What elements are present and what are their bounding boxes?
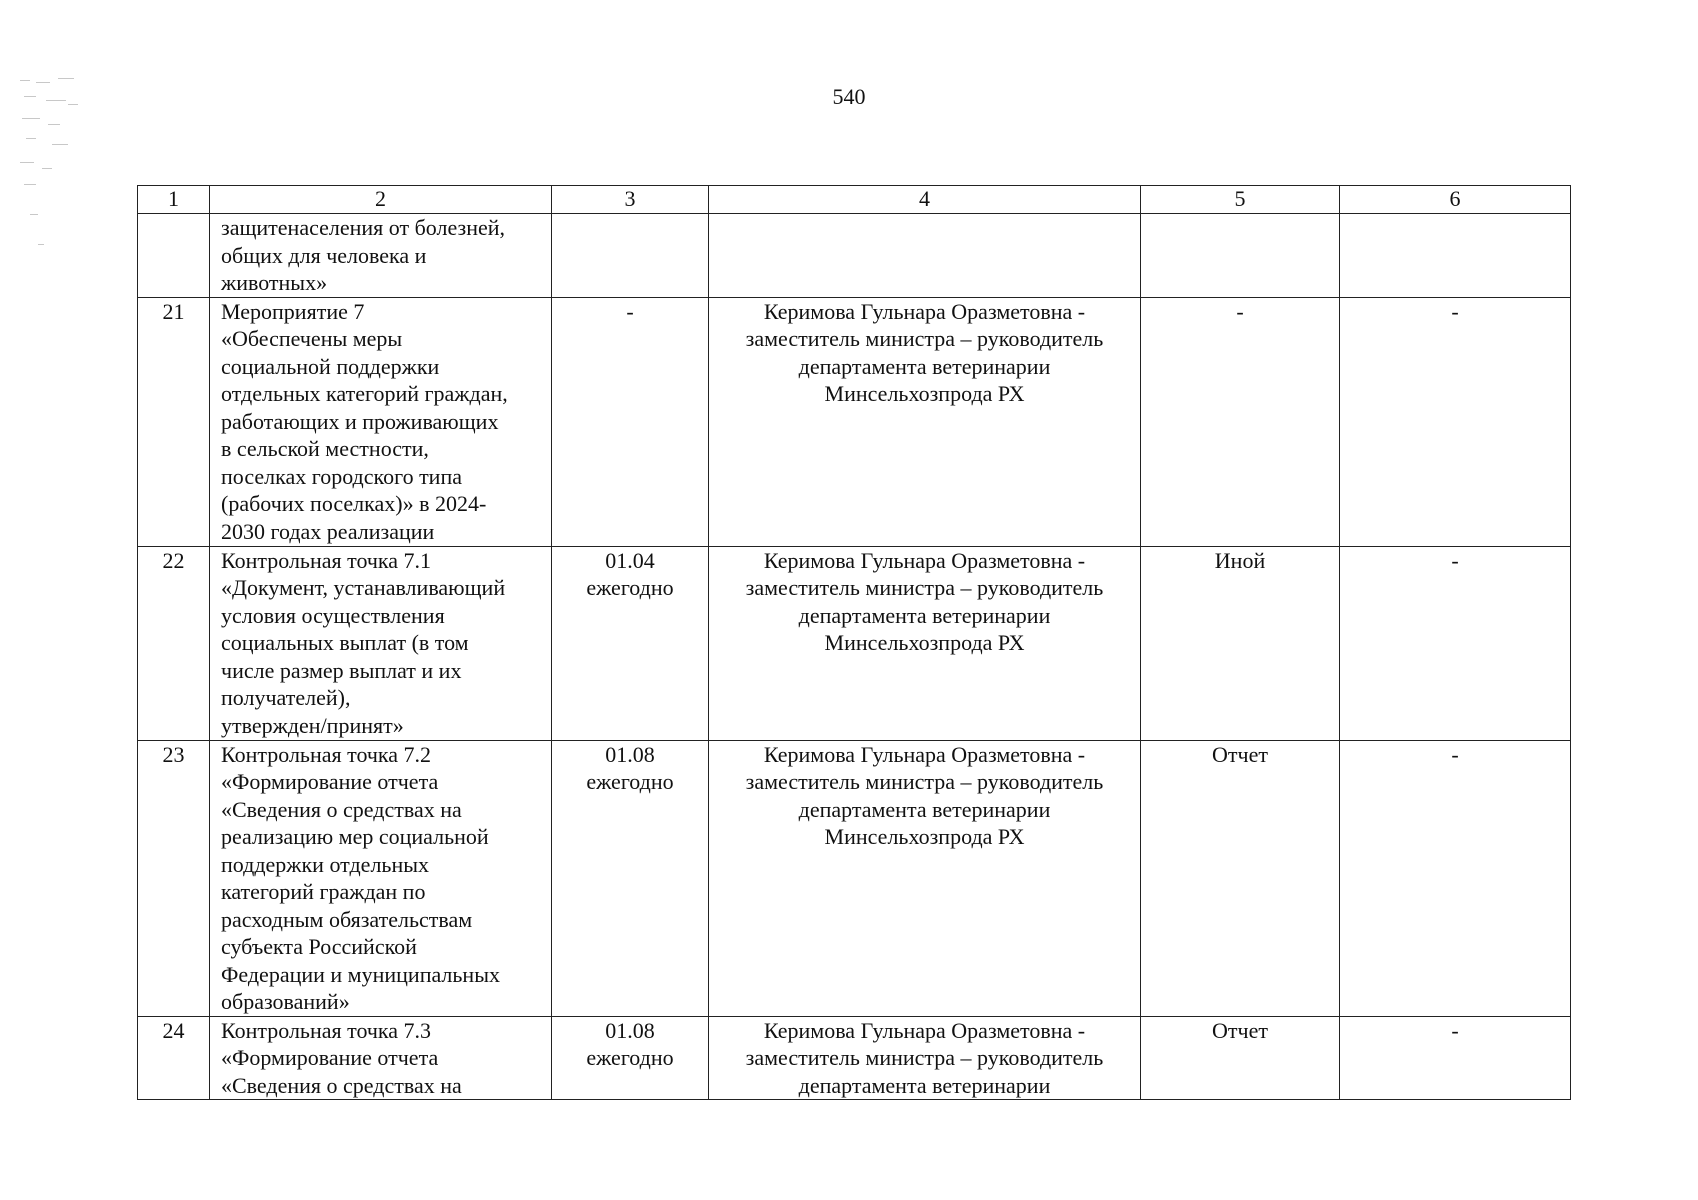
responsible-cell	[709, 214, 1141, 298]
row-number-cell: 22	[138, 546, 210, 740]
responsible-cell: Керимова Гульнара Оразметовна - заместитель министра – руководитель департамента ветеринарии Минсельхозпрода РХ	[709, 297, 1141, 546]
doc-type-cell: Отчет	[1141, 740, 1340, 1016]
date-cell	[552, 214, 709, 298]
info-system-cell	[1340, 214, 1571, 298]
plan-table	[137, 185, 1571, 1100]
table-header-row	[138, 186, 1571, 214]
info-system-cell: -	[1340, 546, 1571, 740]
info-system-cell: -	[1340, 1016, 1571, 1100]
responsible-cell: Керимова Гульнара Оразметовна - заместитель министра – руководитель департамента ветеринарии Минсельхозпрода РХ	[709, 546, 1141, 740]
doc-type-cell	[1141, 214, 1340, 298]
doc-type-cell: Иной	[1141, 546, 1340, 740]
date-cell: 01.04 ежегодно	[552, 546, 709, 740]
column-header: 1	[138, 186, 210, 214]
doc-type-cell: Отчет	[1141, 1016, 1340, 1100]
responsible-cell: Керимова Гульнара Оразметовна - заместитель министра – руководитель департамента ветеринарии	[709, 1016, 1141, 1100]
table-row	[138, 546, 1571, 740]
info-system-cell: -	[1340, 740, 1571, 1016]
responsible-cell: Керимова Гульнара Оразметовна - заместитель министра – руководитель департамента ветеринарии Минсельхозпрода РХ	[709, 740, 1141, 1016]
event-cell: защитенаселения от болезней, общих для человека и животных»	[210, 214, 552, 298]
row-number-cell	[138, 214, 210, 298]
date-cell: 01.08 ежегодно	[552, 1016, 709, 1100]
table-row	[138, 214, 1571, 298]
event-cell: Контрольная точка 7.3 «Формирование отчета «Сведения о средствах на	[210, 1016, 552, 1100]
page-number: 540	[832, 84, 866, 109]
doc-type-cell: -	[1141, 297, 1340, 546]
column-header: 6	[1340, 186, 1571, 214]
info-system-cell: -	[1340, 297, 1571, 546]
column-header: 5	[1141, 186, 1340, 214]
date-cell: -	[552, 297, 709, 546]
column-header: 2	[210, 186, 552, 214]
event-cell: Мероприятие 7 «Обеспечены меры социальной поддержки отдельных категорий граждан, работающих и проживающих в сельской местности, поселках городского типа (рабочих поселках)» в 2024- 2030 годах реализации	[210, 297, 552, 546]
event-cell: Контрольная точка 7.1 «Документ, устанавливающий условия осуществления социальных выплат (в том числе размер выплат и их получателей), утвержден/принят»	[210, 546, 552, 740]
scan-artifact	[18, 74, 88, 274]
table-row	[138, 1016, 1571, 1100]
date-cell: 01.08 ежегодно	[552, 740, 709, 1016]
table-row	[138, 297, 1571, 546]
row-number-cell: 21	[138, 297, 210, 546]
column-header: 4	[709, 186, 1141, 214]
column-header: 3	[552, 186, 709, 214]
row-number-cell: 24	[138, 1016, 210, 1100]
event-cell: Контрольная точка 7.2 «Формирование отчета «Сведения о средствах на реализацию мер социальной поддержки отдельных категорий граждан по расходным обязательствам субъекта Российской Федерации и муниципальных образований»	[210, 740, 552, 1016]
table-row	[138, 740, 1571, 1016]
row-number-cell: 23	[138, 740, 210, 1016]
